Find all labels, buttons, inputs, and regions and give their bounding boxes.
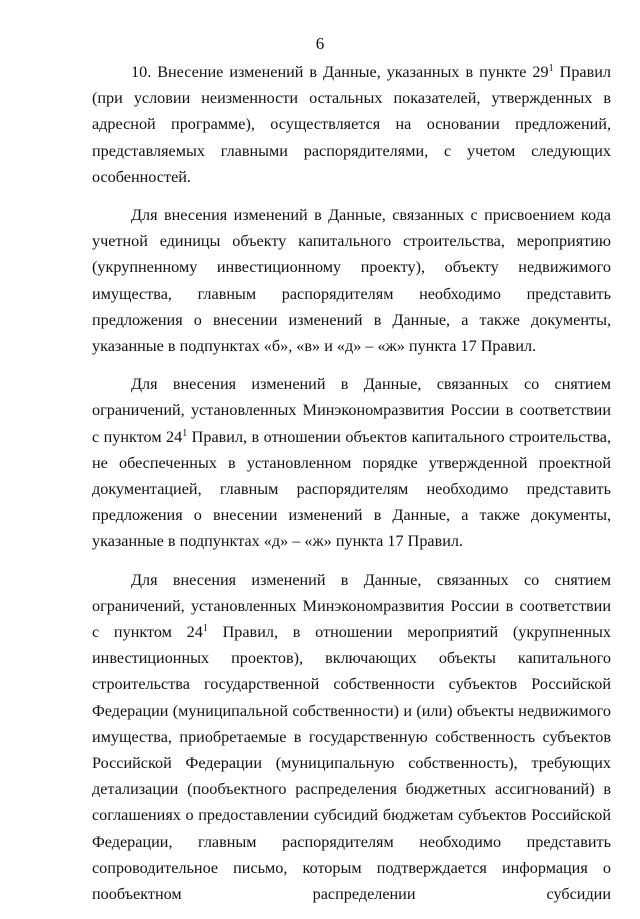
superscript: 1 (182, 427, 188, 439)
paragraph-4 (92, 567, 611, 908)
paragraph-text: Для внесения изменений в Данные, связанных со снятием ограничений, установленных Минэкономразвития России в соответствии с пунктом 24 (92, 375, 611, 446)
page-number: 6 (315, 34, 325, 53)
superscript: 1 (202, 622, 208, 634)
paragraph-1 (92, 59, 611, 190)
superscript: 1 (548, 62, 554, 74)
paragraph-text: Правил (при условии неизменности остальных показателей, утвержденных в адресной программе), осуществляется на основании предложений, представляемых главными распорядителями, с учетом следующих особенностей. (92, 63, 611, 186)
paragraph-2 (92, 202, 611, 359)
paragraph-text: Правил, в отношении мероприятий (укрупненных инвестиционных проектов), включающих объекты капитального строительства государственной собственности субъектов Российской Федерации (муниципальной собственности) и (или) объекты недвижимого имущества, приобретаемые в государственную собственность субъектов Российской Федерации (муниципальную собственность), требующих детализации (пообъектного распределения бюджетных ассигнований) в соглашениях о предоставлении субсидий бюджетам субъектов Российской Федерации, главным распорядителям необходимо представить сопроводительное письмо, которым подтверждается информация о пообъектном распределении субсидии (92, 623, 611, 904)
paragraph-text: Правил, в отношении объектов капитального строительства, не обеспеченных в установленном порядке утвержденной проектной документацией, главным распорядителям необходимо представить предложения о внесении изменений в Данные, а также документы, указанные в подпунктах «д» – «ж» пункта 17 Правил. (92, 427, 611, 551)
paragraph-text: Для внесения изменений в Данные, связанных с присвоением кода учетной единицы объекту капитального строительства, мероприятию (укрупненному инвестиционному проекту), объекту недвижимого имущества, главным распорядителям необходимо представить предложения о внесении изменений в Данные, а также документы, указанные в подпунктах «б», «в» и «д» – «ж» пункта 17 Правил. (92, 206, 611, 356)
paragraph-text: Для внесения изменений в Данные, связанных со снятием ограничений, установленных Минэкономразвития России в соответствии с пунктом 24 (92, 570, 611, 642)
paragraph-3 (92, 371, 611, 554)
document-body (92, 59, 611, 919)
paragraph-text: 10. Внесение изменений в Данные, указанных в пункте 29 (131, 63, 549, 81)
